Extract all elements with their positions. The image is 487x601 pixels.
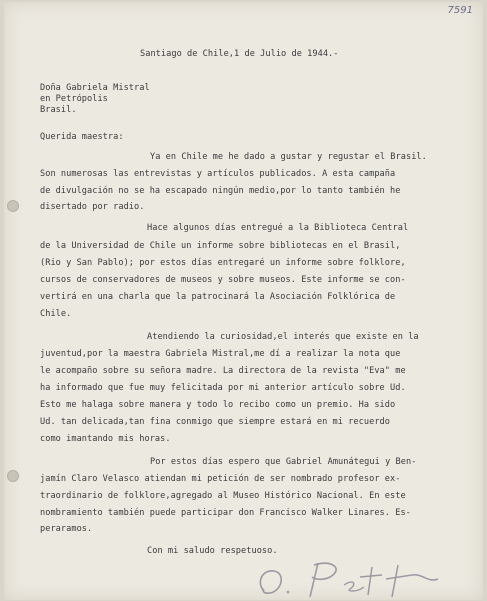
address-line: Doña Gabriela Mistral: [40, 83, 150, 93]
body-line: Ud. tan delicada,tan fina conmigo que siempre estará en mi recuerdo: [40, 417, 390, 427]
address-line: Brasil.: [40, 105, 77, 115]
body-line: de la Universidad de Chile un informe sobre bibliotecas en el Brasil,: [40, 241, 401, 251]
body-line: ha informado que fue muy felicitada por mi anterior artículo sobre Ud.: [40, 383, 406, 393]
body-line: peraramos.: [40, 524, 93, 534]
body-line: Ya en Chile me he dado a gustar y regustar el Brasil.: [150, 152, 427, 162]
body-line: Son numerosas las entrevistas y artículos publicados. A esta campaña: [40, 169, 396, 179]
body-line: juventud,por la maestra Gabriela Mistral,me dí a realizar la nota que: [40, 349, 401, 359]
closing: Con mi saludo respetuoso.: [147, 546, 278, 556]
body-line: le acompaño sobre su señora madre. La directora de la revista "Eva" me: [40, 366, 406, 376]
body-line: vertirá en una charla que la patrocinará la Asociación Folklórica de: [40, 292, 396, 302]
address-line: en Petrópolis: [40, 94, 108, 104]
body-line: como imantando mis horas.: [40, 434, 171, 444]
letter-page: [4, 2, 483, 600]
punch-hole: [7, 470, 19, 482]
body-line: jamín Claro Velasco atiendan mi petición de ser nombrado profesor ex-: [40, 474, 401, 484]
date-line: Santiago de Chile,1 de Julio de 1944.-: [140, 49, 339, 59]
body-line: Esto me halaga sobre manera y todo lo recibo como un premio. Ha sido: [40, 400, 396, 410]
body-line: cursos de conservadores de museos y sobre museos. Este informe se con-: [40, 275, 406, 285]
body-line: Chile.: [40, 309, 72, 319]
body-line: Hace algunos días entregué a la Biblioteca Central: [147, 223, 409, 233]
body-line: Atendiendo la curiosidad,el interés que existe en la: [147, 332, 419, 342]
punch-hole: [7, 200, 19, 212]
body-line: (Rio y San Pablo); por estos días entregaré un informe sobre folklore,: [40, 258, 406, 268]
archive-number: 7591: [447, 5, 473, 16]
body-line: disertado por radio.: [40, 202, 145, 212]
body-line: nombramiento también puede participar don Francisco Walker Linares. Es-: [40, 508, 411, 518]
handwritten-signature: [252, 557, 442, 601]
body-line: Por estos días espero que Gabriel Amunátegui y Ben-: [150, 457, 417, 467]
salutation: Querida maestra:: [40, 132, 124, 142]
body-line: de divulgación no se ha escapado ningún medio,por lo tanto también he: [40, 186, 401, 196]
body-line: traordinario de folklore,agregado al Museo Histórico Nacional. En este: [40, 491, 406, 501]
